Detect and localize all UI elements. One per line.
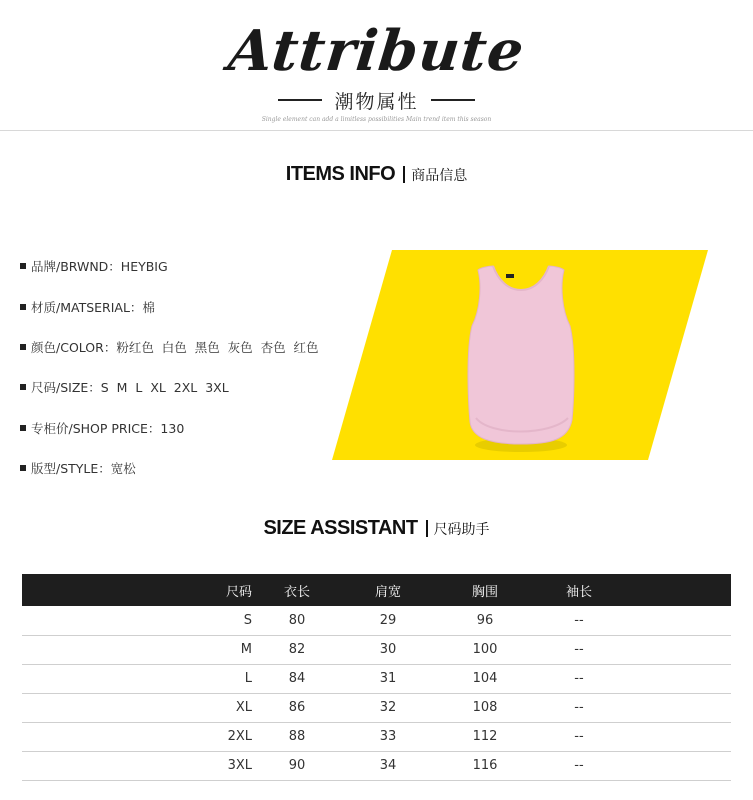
size-assistant-heading-cn: 尺码助手 [433, 521, 490, 538]
bullet-square-icon [20, 263, 26, 269]
size-table [22, 574, 731, 781]
cell-spacer [622, 606, 731, 635]
info-item-color [20, 327, 360, 367]
cell-spacer [622, 635, 731, 664]
header-divider [0, 130, 753, 131]
table-row [22, 664, 731, 693]
cell-chest: 104 [434, 664, 536, 693]
cell-sleeve: -- [536, 722, 622, 751]
column-header-chest: 胸围 [434, 574, 536, 606]
cell-length: 82 [252, 635, 342, 664]
cell-spacer [622, 664, 731, 693]
cell-size: S [22, 606, 252, 635]
cell-shoulder: 29 [342, 606, 434, 635]
cell-chest: 108 [434, 693, 536, 722]
cell-shoulder: 32 [342, 693, 434, 722]
table-row [22, 751, 731, 780]
items-info-heading [0, 163, 753, 186]
table-row [22, 693, 731, 722]
info-text: 颜色/COLOR：粉红色 白色 黑色 灰色 杏色 红色 [31, 339, 319, 355]
subtitle-divider-right [431, 99, 475, 101]
bullet-square-icon [20, 465, 26, 471]
cell-length: 90 [252, 751, 342, 780]
bullet-square-icon [20, 304, 26, 310]
bullet-square-icon [20, 344, 26, 350]
cell-sleeve: -- [536, 664, 622, 693]
bullet-square-icon [20, 425, 26, 431]
cell-sleeve: -- [536, 606, 622, 635]
info-list [20, 246, 360, 488]
size-assistant-heading [0, 517, 753, 540]
cell-chest: 96 [434, 606, 536, 635]
info-text: 版型/STYLE：宽松 [31, 461, 136, 477]
cell-chest: 100 [434, 635, 536, 664]
table-row [22, 635, 731, 664]
cell-spacer [622, 722, 731, 751]
column-header-sleeve: 袖长 [536, 574, 622, 606]
cell-shoulder: 30 [342, 635, 434, 664]
page-title: Attribute [225, 18, 528, 84]
table-header-row [22, 574, 731, 606]
subtitle: 潮物属性 [334, 90, 419, 113]
tagline: Single element can add a limitless possibilities Main trend item this season [261, 116, 492, 123]
cell-sleeve: -- [536, 751, 622, 780]
column-header-shoulder: 肩宽 [342, 574, 434, 606]
cell-sleeve: -- [536, 693, 622, 722]
cell-size: 2XL [22, 722, 252, 751]
cell-size: XL [22, 693, 252, 722]
cell-shoulder: 31 [342, 664, 434, 693]
cell-size: M [22, 635, 252, 664]
bullet-square-icon [20, 384, 26, 390]
table-row [22, 606, 731, 635]
info-text: 品牌/BRWND：HEYBIG [31, 259, 168, 275]
info-item-size [20, 367, 360, 407]
pink-tank-top-icon [468, 266, 574, 452]
product-image [330, 240, 710, 470]
cell-length: 86 [252, 693, 342, 722]
cell-spacer [622, 751, 731, 780]
info-item-style [20, 448, 360, 488]
column-header-spacer [622, 574, 731, 606]
info-item-price [20, 408, 360, 448]
info-text: 尺码/SIZE：S M L XL 2XL 3XL [31, 380, 229, 396]
cell-spacer [622, 693, 731, 722]
info-text: 材质/MATSERIAL：棉 [31, 299, 155, 315]
cell-chest: 116 [434, 751, 536, 780]
subtitle-row [0, 88, 753, 112]
size-assistant-heading-en: SIZE ASSISTANT [263, 517, 418, 539]
table-row [22, 722, 731, 751]
items-info-heading-cn: 商品信息 [411, 167, 468, 184]
column-header-size: 尺码 [22, 574, 252, 606]
info-item-material [20, 286, 360, 326]
cell-size: L [22, 664, 252, 693]
info-text: 专柜价/SHOP PRICE：130 [31, 420, 185, 436]
cell-length: 88 [252, 722, 342, 751]
cell-shoulder: 34 [342, 751, 434, 780]
subtitle-divider-left [278, 99, 322, 101]
heading-separator [426, 520, 428, 537]
cell-length: 84 [252, 664, 342, 693]
cell-size: 3XL [22, 751, 252, 780]
items-info-heading-en: ITEMS INFO [285, 163, 396, 185]
info-item-brand [20, 246, 360, 286]
cell-length: 80 [252, 606, 342, 635]
cell-chest: 112 [434, 722, 536, 751]
heading-separator [403, 166, 405, 183]
cell-shoulder: 33 [342, 722, 434, 751]
column-header-length: 衣长 [252, 574, 342, 606]
cell-sleeve: -- [536, 635, 622, 664]
